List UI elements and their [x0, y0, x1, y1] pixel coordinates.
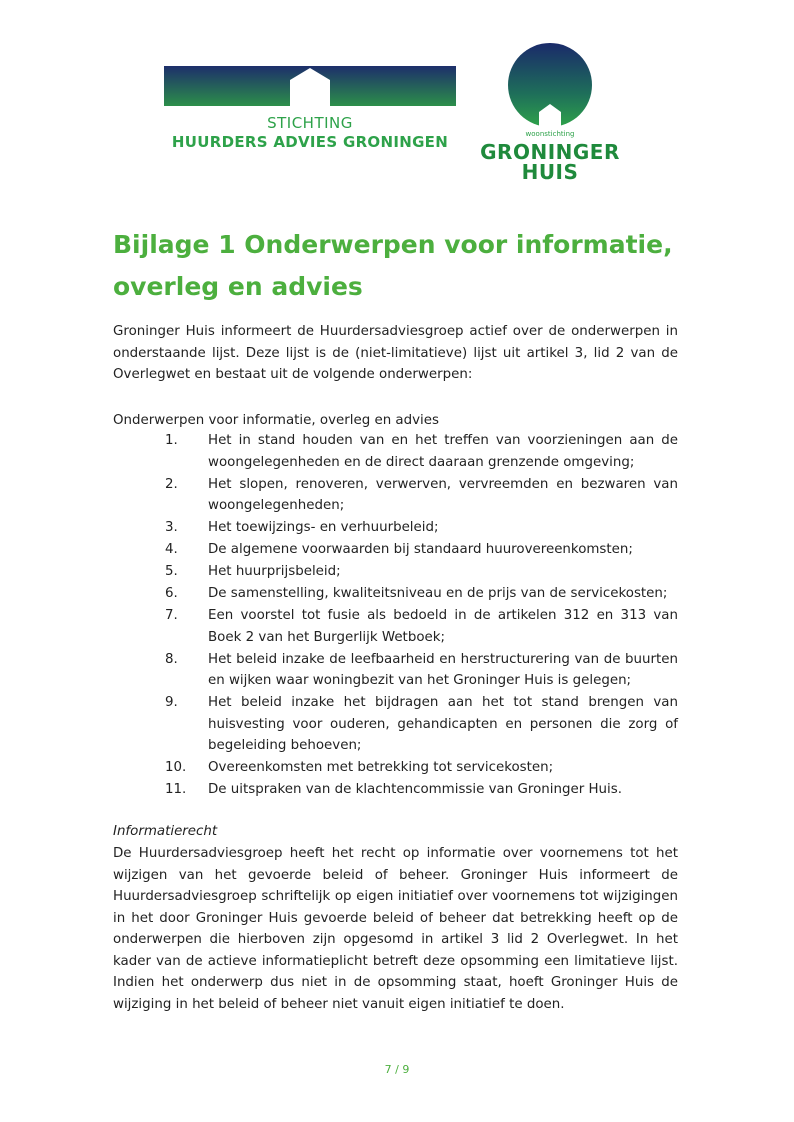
- list-item-text: Het in stand houden van en het treffen van voorzieningen aan de woongelegenheden en de direct daaraan grenzende omgeving;: [208, 433, 678, 470]
- intro-paragraph: Groninger Huis informeert de Huurdersadviesgroep actief over de onderwerpen in onderstaande lijst. Deze lijst is de (niet-limitatieve) lijst uit artikel 3, lid 2 van de Overlegwet en bestaat uit de volgende onderwerpen:: [113, 324, 678, 382]
- list-item: [113, 649, 678, 692]
- list-item: [113, 757, 678, 779]
- list-item-number: 7.: [165, 608, 178, 623]
- logo-word-groninger: GRONINGER: [480, 140, 620, 164]
- list-item: [113, 779, 678, 801]
- list-item-number: 8.: [165, 651, 178, 667]
- list-item-text: Overeenkomsten met betrekking tot servicekosten;: [208, 760, 554, 775]
- list-item-number: 2.: [165, 476, 178, 492]
- informatierecht-paragraph: De Huurdersadviesgroep heeft het recht op informatie over voornemens tot het wijzigen van het gevoerde beleid of beheer. Groninger Huis informeert de Huurdersadviesgroep schriftelijk op eigen initiatief over voornemens tot wijzigingen in het door Groninger Huis gevoerde beleid of beheer dat betrekking heeft op de onderwerpen die hierboven zijn opgesomd in artikel 3 lid 2 Overlegwet. In het kader van de actieve informatieplicht betreft deze opsomming een limitatieve lijst. Indien het onderwerp dus niet in de opsomming staat, hoeft Groninger Huis de wijziging in het beleid of beheer niet vanuit eigen initiatief te doen.: [113, 846, 678, 1012]
- list-item-text: Het toewijzings- en verhuurbeleid;: [208, 520, 439, 535]
- list-item: [113, 692, 678, 757]
- list-item-text: De uitspraken van de klachtencommissie van Groninger Huis.: [208, 782, 622, 797]
- topics-list: [113, 430, 678, 801]
- list-item: [113, 539, 678, 561]
- globe-icon: [505, 42, 595, 130]
- list-item-number: 9.: [165, 695, 178, 710]
- logo-word-huis: HUIS: [521, 160, 579, 184]
- list-heading: Onderwerpen voor informatie, overleg en advies: [113, 413, 439, 428]
- page-title: Bijlage 1 Onderwerpen voor informatie, overleg en advies: [113, 230, 673, 301]
- list-item-text: Het huurprijsbeleid;: [208, 564, 341, 579]
- list-item-number: 3.: [165, 520, 178, 535]
- logo-line-name: HUURDERS ADVIES GRONINGEN: [171, 133, 449, 151]
- list-item-number: 4.: [165, 542, 178, 557]
- list-item: [113, 583, 678, 605]
- section-heading-informatierecht: Informatierecht: [113, 824, 218, 839]
- logo-line-stichting: STICHTING: [267, 114, 353, 132]
- page-number: 7 / 9: [384, 1063, 410, 1076]
- list-item-text: Een voorstel tot fusie als bedoeld in de artikelen 312 en 313 van Boek 2 van het Burgerlijk Wetboek;: [208, 608, 678, 645]
- list-item-text: Het beleid inzake het bijdragen aan het tot stand brengen van huisvesting voor ouderen, gehandicapten en personen die zorg of begeleiding behoeven;: [208, 695, 678, 753]
- list-item-text: De samenstelling, kwaliteitsniveau en de prijs van de servicekosten;: [208, 586, 668, 601]
- list-item: [113, 430, 678, 473]
- list-item-number: 11.: [165, 782, 187, 797]
- house-banner-icon: [164, 66, 456, 106]
- list-item-text: Het slopen, renoveren, verwerven, vervreemden en bezwaren van woongelegenheden;: [208, 476, 678, 513]
- logo-tagline: woonstichting: [525, 130, 575, 138]
- list-item-number: 5.: [165, 564, 178, 579]
- huurders-advies-logo: [164, 66, 456, 156]
- list-item: [113, 517, 678, 539]
- list-item: [113, 561, 678, 583]
- list-item-number: 10.: [165, 760, 187, 775]
- list-item: [113, 474, 678, 517]
- list-item-text: Het beleid inzake de leefbaarheid en herstructurering van de buurten en wijken waar woningbezit van het Groninger Huis is gelegen;: [208, 651, 678, 688]
- list-item-number: 6.: [165, 586, 178, 601]
- list-item-text: De algemene voorwaarden bij standaard huurovereenkomsten;: [208, 542, 633, 557]
- list-item: [113, 605, 678, 648]
- list-item-number: 1.: [165, 433, 178, 448]
- groninger-huis-logo: [480, 42, 620, 182]
